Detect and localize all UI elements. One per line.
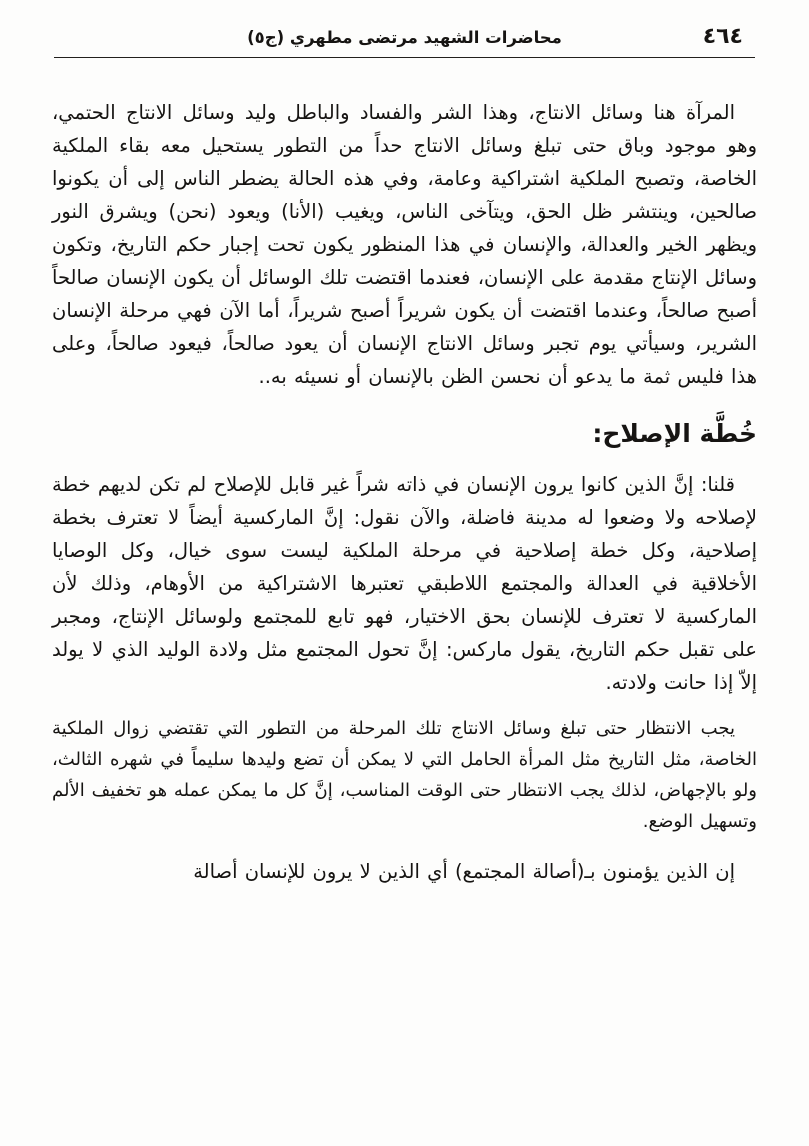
paragraph-production-means: المرآة هنا وسائل الانتاج، وهذا الشر والفساد والباطل وليد وسائل الانتاج الحتمي، وهو موجود وباق حتى تبلغ وسائل الانتاج حداً من التطور يستحيل معه بقاء الملكية الخاصة، وتصبح الملكية اشتراكية وعامة، وفي هذه الحالة يضطر الناس إلى أن يكونوا صالحين، وينتشر ظل الحق، ويتآخى الناس، ويغيب (الأنا) ويعود (نحن) ويشرق النور ويظهر الخير والعدالة، والإنسان في هذا المنظور يكون تحت إجبار حكم التاريخ، وتكون وسائل الإنتاج مقدمة على الإنسان، فعندما اقتضت تلك الوسائل أن يكون الإنسان صالحاً أصبح صالحاً، وعندما اقتضت أن يكون شريراً أصبح شريراً، أما الآن فهي مرحلة الإنسان الشرير، وسيأتي يوم تجبر وسائل الانتاج الإنسان أن يعود صالحاً، فيعود صالحاً، وعلى هذا فليس ثمة ما يدعو أن نحسن الظن بالإنسان أو نسيئه به..	[52, 101, 757, 388]
page-number: ٤٦٤	[702, 24, 743, 49]
page-body	[52, 96, 757, 888]
paragraph-marxism-reform: قلنا: إنَّ الذين كانوا يرون الإنسان في ذاته شراً غير قابل للإصلاح لم تكن لديهم خطة لإصلاحه ولا وضعوا له مدينة فاضلة، والآن نقول: إنَّ الماركسية أيضاً لا تعترف بخطة إصلاحية، وكل خطة إصلاحية في مرحلة الملكية ليست سوى خيال، وكل الوصايا الأخلاقية في العدالة والمجتمع اللاطبقي تعتبرها الاشتراكية من الأوهام، وذلك لأن الماركسية لا تعترف للإنسان بحق الاختيار، فهو تابع للمجتمع ولوسائل الإنتاج، ومجبر على تقبل حكم التاريخ، يقول ماركس: إنَّ تحول المجتمع مثل ولادة الوليد الذي لا يولد إلاّ إذا حانت ولادته.	[52, 473, 757, 694]
book-title: محاضرات الشهيد مرتضى مطهري (ج٥)	[247, 28, 562, 47]
section-heading-reform-plan: خُطَّة الإصلاح:	[592, 419, 757, 448]
paragraph-society-primacy: إن الذين يؤمنون بـ(أصالة المجتمع) أي الذين لا يرون للإنسان أصالة	[193, 860, 735, 883]
header-divider	[54, 57, 755, 58]
page-header	[52, 24, 757, 58]
paragraph-waiting-quote: يجب الانتظار حتى تبلغ وسائل الانتاج تلك المرحلة من التطور التي تقتضي زوال الملكية الخاصة، مثل التاريخ مثل المرأة الحامل التي لا يمكن أن تضع وليدها سليماً في شهره الثالث، ولو بالإجهاض، لذلك يجب الانتظار حتى الوقت المناسب، إنَّ كل ما يمكن عمله هو تخفيف الألم وتسهيل الوضع.	[52, 718, 757, 832]
